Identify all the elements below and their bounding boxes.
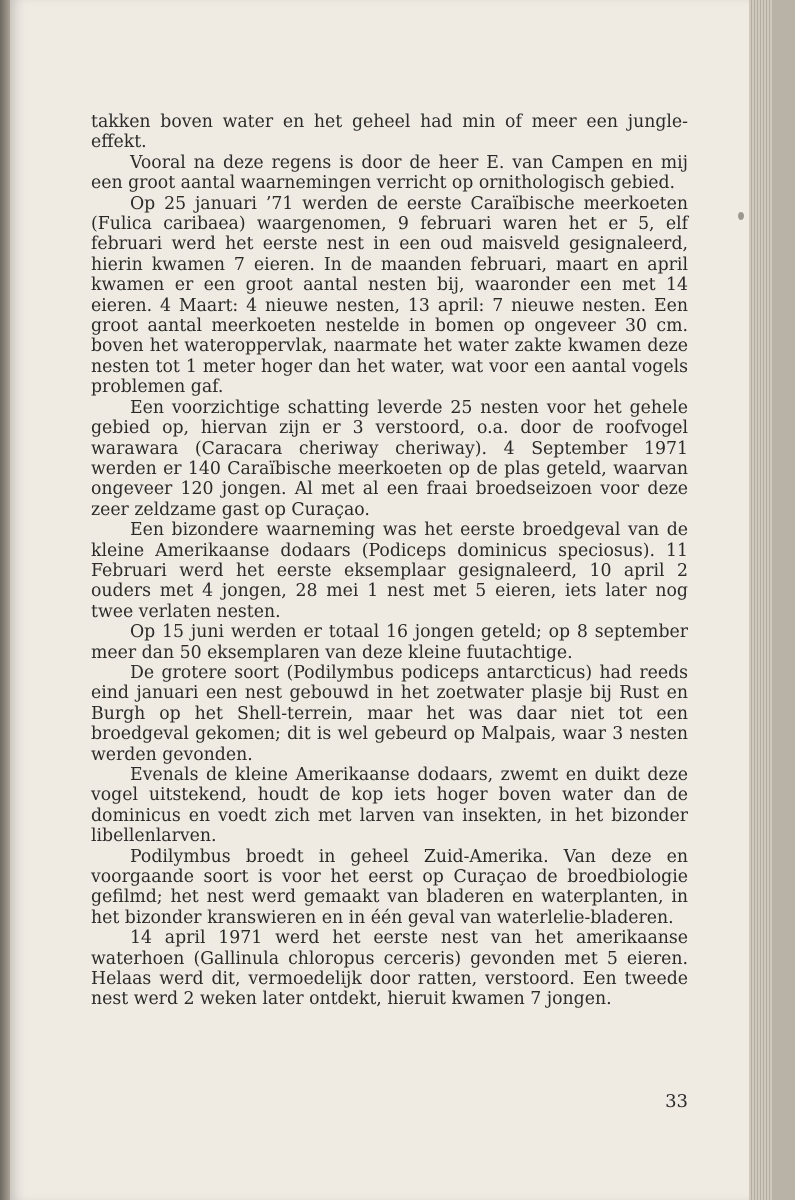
paragraph: 14 april 1971 werd het eerste nest van het amerikaanse waterhoen (Gallinula chloropus cerceris) gevonden met 5 eieren. Helaas werd dit, vermoedelijk door ratten, verstoord. Een tweede nest werd 2 weken later ontdekt, hieruit kwamen 7 jongen. bbox=[91, 928, 688, 1010]
paragraph: takken boven water en het geheel had min of meer een jungle-effekt. bbox=[91, 112, 688, 153]
paragraph: Een bizondere waarneming was het eerste broedgeval van de kleine Amerikaanse dodaars (Podiceps dominicus speciosus). 11 Februari werd het eerste eksemplaar gesignaleerd, 10 april 2 ouders met 4 jongen, 28 mei 1 nest met 5 eieren, iets later nog twee verlaten nesten. bbox=[91, 520, 688, 622]
paragraph: De grotere soort (Podilymbus podiceps antarcticus) had reeds eind januari een nest gebouwd in het zoetwater plasje bij Rust en Burgh op het Shell-terrein, maar het was daar niet tot een broedgeval gekomen; dit is wel gebeurd op Malpais, waar 3 nesten werden gevonden. bbox=[91, 662, 688, 765]
page-number: 33 bbox=[665, 1091, 688, 1112]
paragraph: Podilymbus broedt in geheel Zuid-Amerika. Van deze en voorgaande soort is voor het eerst op Curaçao de broedbiologie gefilmd; het nest werd gemaakt van bladeren en waterplanten, in het bizonder kranswieren en in één geval van waterlelie-bladeren. bbox=[91, 846, 688, 928]
paragraph: Op 15 juni werden er totaal 16 jongen geteld; op 8 september meer dan 50 eksemplaren van deze kleine fuutachtige. bbox=[91, 622, 688, 663]
paragraph: Op 25 januari ’71 werden de eerste Caraïbische meerkoeten (Fulica caribaea) waargenomen, 9 februari waren het er 5, elf februari werd het eerste nest in een oud maisveld gesignaleerd, hierin kwamen 7 eieren. In de maanden februari, maart en april kwamen er een groot aantal nesten bij, waaronder een met 14 eieren. 4 Maart: 4 nieuwe nesten, 13 april: 7 nieuwe nesten. Een groot aantal meerkoeten nestelde in bomen op ongeveer 30 cm. boven het wateroppervlak, naarmate het water zakte kwamen deze nesten tot 1 meter hoger dan het water, wat voor een aantal vogels problemen gaf. bbox=[91, 193, 688, 398]
page-edge-stack bbox=[749, 0, 772, 1200]
paragraph: Vooral na deze regens is door de heer E. van Campen en mij een groot aantal waarnemingen verricht op ornithologisch gebied. bbox=[91, 152, 688, 194]
paper-speck bbox=[738, 212, 744, 220]
paragraph: Evenals de kleine Amerikaanse dodaars, zwemt en duikt deze vogel uitstekend, houdt de kop iets hoger boven water dan de dominicus en voedt zich met larven van insekten, in het bizonder libellenlarven. bbox=[91, 765, 688, 847]
paragraph: Een voorzichtige schatting leverde 25 nesten voor het gehele gebied op, hiervan zijn er 3 verstoord, o.a. door de roofvogel warawara (Caracara cheriway cheriway). 4 September 1971 werden er 140 Caraïbische meerkoeten op de plas geteld, waarvan ongeveer 120 jongen. Al met al een fraai broedseizoen voor deze zeer zeldzame gast op Curaçao. bbox=[91, 397, 688, 520]
body-text bbox=[91, 112, 688, 1010]
book-page bbox=[10, 0, 772, 1200]
book-spine-shadow bbox=[0, 0, 10, 1200]
